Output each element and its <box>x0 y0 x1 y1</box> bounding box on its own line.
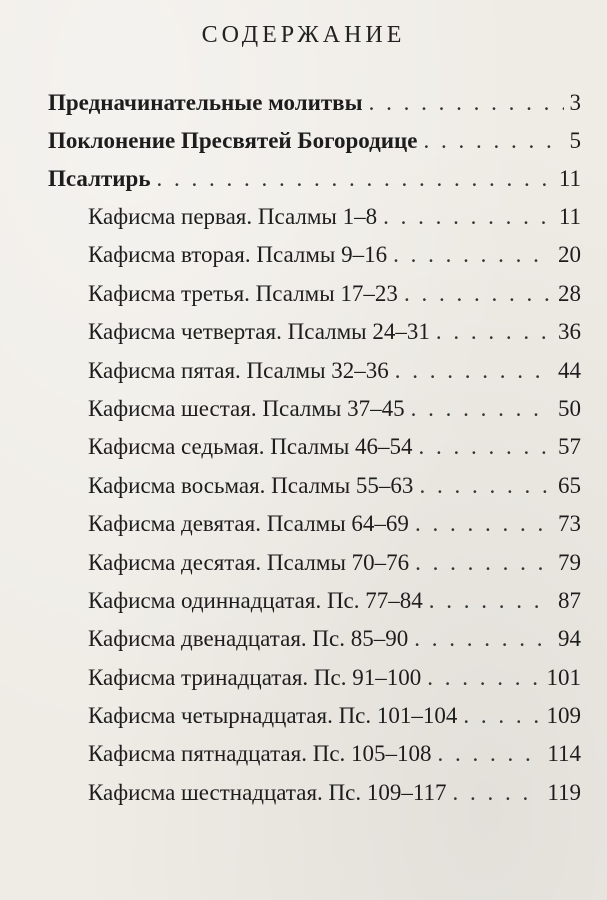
toc-entry-kathisma-15[interactable] <box>0 739 607 769</box>
dot-leader <box>395 356 552 386</box>
dot-leader <box>157 164 553 194</box>
dot-leader <box>429 586 552 616</box>
toc-entry-title: Кафисма тринадцатая. Пс. 91–100 <box>88 664 422 690</box>
toc-entry-title: Кафисма девятая. Псалмы 64–69 <box>88 511 409 537</box>
toc-entry-title: Предначинательные молитвы <box>48 90 363 115</box>
toc-page-number: 5 <box>569 128 581 153</box>
toc-entry-prayers[interactable] <box>0 88 607 118</box>
toc-entry-title: Кафисма третья. Псалмы 17–23 <box>88 280 398 306</box>
dot-leader <box>383 202 553 232</box>
toc-page-number: 11 <box>558 166 581 191</box>
toc-page-number: 50 <box>558 395 581 421</box>
dot-leader <box>427 663 540 693</box>
dot-leader <box>415 548 552 578</box>
toc-page-number: 44 <box>558 357 581 383</box>
toc-page-number: 101 <box>546 664 581 690</box>
toc-entry-title: Кафисма шестая. Псалмы 37–45 <box>88 395 405 421</box>
toc-entry-kathisma-14[interactable] <box>0 701 607 731</box>
dot-leader <box>436 317 552 347</box>
toc-entry-title: Псалтирь <box>48 166 151 191</box>
page-title: СОДЕРЖАНИЕ <box>201 22 406 48</box>
dot-leader <box>369 88 564 118</box>
dot-leader <box>453 778 542 808</box>
toc-entry-kathisma-13[interactable] <box>0 663 607 693</box>
toc-page-number: 3 <box>569 90 581 115</box>
toc-entry-kathisma-8[interactable] <box>0 471 607 501</box>
toc-page-number: 36 <box>558 319 581 345</box>
toc-entry-title: Кафисма четырнадцатая. Пс. 101–104 <box>88 703 458 729</box>
toc-page-number: 20 <box>558 242 581 268</box>
toc-page-number: 73 <box>558 511 581 537</box>
toc-entry-title: Поклонение Пресвятей Богородице <box>48 128 418 153</box>
dot-leader <box>423 126 563 156</box>
toc-page-number: 87 <box>558 587 581 613</box>
toc-entry-kathisma-7[interactable] <box>0 432 607 462</box>
toc-page-number: 119 <box>547 779 581 805</box>
toc-list <box>0 88 607 816</box>
dot-leader <box>411 394 552 424</box>
toc-entry-title: Кафисма шестнадцатая. Пс. 109–117 <box>88 779 447 805</box>
toc-page-number: 11 <box>558 204 581 229</box>
toc-page-number: 109 <box>546 703 581 729</box>
toc-page-number: 114 <box>547 741 581 767</box>
toc-entry-kathisma-10[interactable] <box>0 548 607 578</box>
toc-entry-kathisma-5[interactable] <box>0 356 607 386</box>
toc-entry-kathisma-16[interactable] <box>0 778 607 808</box>
toc-entry-psalter[interactable] <box>0 164 607 194</box>
toc-entry-kathisma-3[interactable] <box>0 279 607 309</box>
dot-leader <box>419 471 552 501</box>
dot-leader <box>463 701 540 731</box>
toc-entry-title: Кафисма пятая. Псалмы 32–36 <box>88 357 389 383</box>
dot-leader <box>404 279 552 309</box>
toc-entry-title: Кафисма десятая. Псалмы 70–76 <box>88 549 410 575</box>
toc-entry-kathisma-9[interactable] <box>0 509 607 539</box>
toc-page-number: 79 <box>558 549 581 575</box>
dot-leader <box>414 624 552 654</box>
toc-entry-title: Кафисма двенадцатая. Пс. 85–90 <box>88 626 409 652</box>
dot-leader <box>393 240 552 270</box>
dot-leader <box>419 432 552 462</box>
toc-entry-title: Кафисма пятнадцатая. Пс. 105–108 <box>88 741 432 767</box>
dot-leader <box>415 509 552 539</box>
toc-entry-title: Кафисма четвертая. Псалмы 24–31 <box>88 319 430 345</box>
toc-page-number: 65 <box>558 472 581 498</box>
toc-entry-title: Кафисма одиннадцатая. Пс. 77–84 <box>88 587 423 613</box>
toc-entry-kathisma-2[interactable] <box>0 240 607 270</box>
toc-page-number: 28 <box>558 280 581 306</box>
toc-entry-title: Кафисма вторая. Псалмы 9–16 <box>88 242 388 268</box>
toc-entry-title: Кафисма восьмая. Псалмы 55–63 <box>88 472 414 498</box>
toc-page-number: 94 <box>558 626 581 652</box>
toc-page-number: 57 <box>558 434 581 460</box>
toc-entry-kathisma-11[interactable] <box>0 586 607 616</box>
toc-entry-kathisma-6[interactable] <box>0 394 607 424</box>
toc-entry-kathisma-12[interactable] <box>0 624 607 654</box>
toc-entry-theotokos[interactable] <box>0 126 607 156</box>
dot-leader <box>438 739 542 769</box>
toc-entry-title: Кафисма седьмая. Псалмы 46–54 <box>88 434 413 460</box>
toc-entry-kathisma-1[interactable] <box>0 202 607 232</box>
toc-entry-title: Кафисма первая. Псалмы 1–8 <box>88 204 378 229</box>
toc-entry-kathisma-4[interactable] <box>0 317 607 347</box>
